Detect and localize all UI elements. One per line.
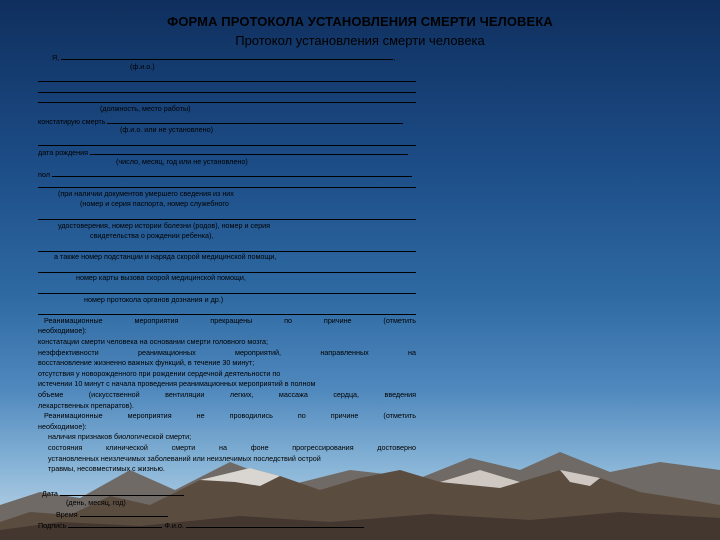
date-line bbox=[38, 487, 364, 498]
slide-subtitle: Протокол установления смерти человека bbox=[235, 33, 485, 48]
inquiry-hint-line bbox=[38, 295, 416, 306]
birth-date-field[interactable] bbox=[90, 146, 408, 155]
not-performed-l5: установленных неизлечимых заболеваний или неизлечимых последствий острой bbox=[48, 453, 321, 463]
stopped-l5: восстановление жизненно важных функций, в течение 30 минут; bbox=[38, 358, 255, 368]
date-field[interactable] bbox=[60, 487, 184, 496]
i-label: Я, bbox=[52, 53, 60, 62]
docs-hint-4-line bbox=[38, 231, 416, 242]
birth-hint: (число, месяц, год или не установлено) bbox=[116, 156, 248, 166]
stopped-l2: необходимое): bbox=[38, 326, 87, 336]
ascertain-line bbox=[38, 115, 416, 126]
inquiry-field[interactable] bbox=[38, 305, 416, 315]
position-field-2[interactable] bbox=[38, 83, 416, 93]
stopped-l3: констатации смерти человека на основании смерти головного мозга; bbox=[38, 337, 269, 347]
stopped-l1: Реанимационные мероприятия прекращены по причине (отметить bbox=[44, 315, 416, 325]
ascertain-label: констатирую смерть bbox=[38, 116, 106, 126]
docs-hint-2-line bbox=[38, 199, 416, 210]
signature-block bbox=[38, 487, 364, 529]
docs-hint-1: (при наличии документов умершего сведения из них bbox=[58, 188, 234, 198]
protocol-form bbox=[38, 51, 416, 475]
stopped-l7: истечении 10 минут с начала проведения реанимационных мероприятий в полном bbox=[38, 379, 316, 389]
ambulance-field-3[interactable] bbox=[38, 284, 416, 294]
birth-hint-line bbox=[38, 157, 416, 168]
ambulance-field-1[interactable] bbox=[38, 242, 416, 252]
ambulance-card-hint: номер карты вызова скорой медицинской помощи, bbox=[76, 273, 246, 283]
birth-label: дата рождения bbox=[38, 148, 89, 158]
doctor-name-hint-line bbox=[38, 62, 416, 73]
docs-hint-2: (номер и серия паспорта, номер служебного bbox=[80, 199, 229, 209]
signature-field[interactable] bbox=[68, 519, 162, 528]
not-performed-l6: травмы, несовместимых с жизнью. bbox=[48, 464, 165, 474]
stopped-l9: лекарственных препаратов). bbox=[38, 400, 134, 410]
docs-field-1[interactable] bbox=[38, 178, 416, 188]
docs-hint-1-line bbox=[38, 189, 416, 200]
docs-field-2[interactable] bbox=[38, 210, 416, 220]
stopped-l6: отсутствия у новорожденного при рождении сердечной деятельности по bbox=[38, 368, 281, 378]
time-field[interactable] bbox=[80, 508, 168, 517]
ambulance-hint: а также номер подстанции и наряда скорой медицинской помощи, bbox=[54, 252, 277, 262]
position-field-3[interactable] bbox=[38, 93, 416, 103]
ambulance-card-hint-line bbox=[38, 273, 416, 284]
deceased-name-hint: (ф.и.о. или не установлено) bbox=[120, 125, 213, 135]
fio-hint: (ф.и.о.) bbox=[130, 61, 155, 71]
docs-hint-3: удостоверения, номер истории болезни (родов), номер и серия bbox=[58, 220, 270, 230]
deceased-name-hint-line bbox=[38, 125, 416, 136]
doctor-name-line: Я, , bbox=[52, 53, 396, 62]
sex-line bbox=[38, 168, 416, 179]
time-label: Время bbox=[56, 510, 78, 520]
inquiry-hint: номер протокола органов дознания и др.) bbox=[84, 294, 224, 304]
deceased-name-field[interactable] bbox=[107, 115, 403, 124]
not-performed-l3: наличия признаков биологической смерти; bbox=[48, 432, 192, 442]
not-performed-l1: Реанимационные мероприятия не проводились по причине (отметить bbox=[44, 411, 416, 421]
resuscitation-not-performed-section bbox=[38, 411, 416, 475]
signature-label: Подпись bbox=[38, 520, 67, 530]
date-label: Дата bbox=[42, 489, 58, 498]
position-field-1[interactable] bbox=[38, 72, 416, 82]
ambulance-hint-line bbox=[38, 252, 416, 263]
docs-hint-4: свидетельства о рождении ребенка), bbox=[90, 231, 214, 241]
position-hint-line bbox=[38, 104, 416, 115]
deceased-name-field-2[interactable] bbox=[38, 136, 416, 146]
signature-line bbox=[38, 519, 364, 530]
resuscitation-stopped-section bbox=[38, 316, 416, 411]
date-hint: (день, месяц, год) bbox=[66, 497, 126, 507]
date-hint-line bbox=[38, 498, 364, 509]
ambulance-field-2[interactable] bbox=[38, 263, 416, 273]
slide-title: ФОРМА ПРОТОКОЛА УСТАНОВЛЕНИЯ СМЕРТИ ЧЕЛОВЕКА bbox=[167, 14, 553, 29]
stopped-l4: неэффективности реанимационных мероприятий, направленных на bbox=[38, 347, 416, 357]
position-hint: (должность, место работы) bbox=[100, 103, 191, 113]
fio-field[interactable] bbox=[186, 519, 364, 528]
birth-line bbox=[38, 146, 416, 157]
sex-field[interactable] bbox=[52, 168, 412, 177]
time-line bbox=[38, 508, 364, 519]
fio-label: Ф.и.о. bbox=[164, 520, 184, 530]
not-performed-l4: состояния клинической смерти на фоне прогрессирования достоверно bbox=[48, 442, 416, 452]
doctor-name-field[interactable] bbox=[61, 51, 393, 60]
sex-label: пол bbox=[38, 169, 50, 179]
not-performed-l2: необходимое): bbox=[38, 421, 87, 431]
stopped-l8: объеме (искусственной вентиляции легких, массажа сердца, введения bbox=[38, 390, 416, 399]
docs-hint-3-line bbox=[38, 221, 416, 232]
